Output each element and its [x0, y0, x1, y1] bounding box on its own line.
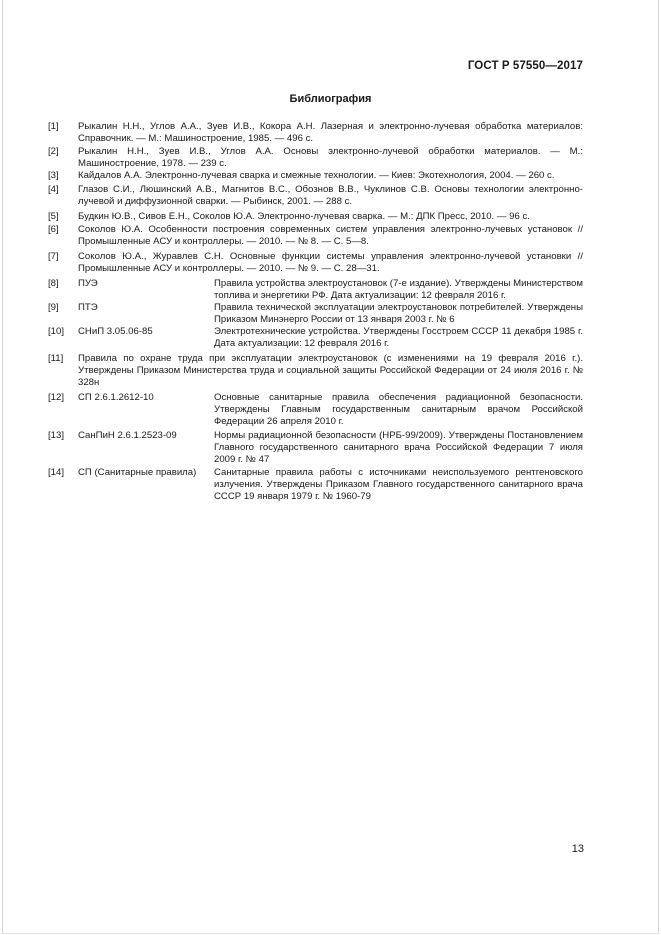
- reference-code: СП 2.6.1.2612-10: [78, 392, 154, 403]
- reference-code: ПУЭ: [78, 278, 98, 289]
- section-title: Библиография: [289, 93, 372, 105]
- reference-number: [5]: [48, 211, 59, 222]
- reference-item: [48, 121, 583, 145]
- reference-number: [9]: [48, 302, 59, 313]
- reference-text: Рыкалин Н.Н., Углов А.А., Зуев И.В., Кокора А.Н. Лазерная и электронно-лучевая обработка материалов: Справочник. — М.: Машиностроение, 1985. — 496 с.: [78, 121, 583, 145]
- reference-item: [48, 224, 583, 248]
- page-number: 13: [571, 843, 584, 855]
- reference-item: [48, 302, 583, 326]
- reference-item: [48, 326, 583, 350]
- reference-number: [6]: [48, 224, 59, 235]
- reference-text: Правила устройства электроустановок (7-е издание). Утверждены Министерством топлива и энергетики РФ. Дата актуализации: 12 февраля 2016 г.: [214, 278, 583, 302]
- reference-code: ПТЭ: [78, 302, 98, 313]
- reference-item: [48, 392, 583, 429]
- standard-code: ГОСТ Р 57550—2017: [467, 60, 583, 72]
- reference-number: [1]: [48, 121, 59, 132]
- reference-number: [2]: [48, 146, 59, 157]
- reference-text: Соколов Ю.А., Журавлев С.Н. Основные функции системы управления электронно-лучевой установки // Промышленные АСУ и контроллеры. — 2010. — № 9. — С. 28—31.: [78, 251, 583, 275]
- reference-code: СНиП 3.05.06-85: [78, 326, 153, 337]
- reference-code: СанПиН 2.6.1.2523-09: [78, 430, 177, 441]
- reference-text: Правила технической эксплуатации электроустановок потребителей. Утверждены Приказом Минэнерго России от 13 января 2003 г. № 6: [214, 302, 583, 326]
- reference-item: [48, 211, 583, 223]
- reference-text: Соколов Ю.А. Особенности построения современных систем управления электронно-лучевых установок // Промышленные АСУ и контроллеры. — 2010. — № 8. — С. 5—8.: [78, 224, 583, 248]
- reference-text: Кайдалов А.А. Электронно-лучевая сварка и смежные технологии. — Киев: Экотехнология, 2004. — 260 с.: [78, 170, 555, 181]
- reference-item: [48, 467, 583, 504]
- reference-text: Глазов С.И., Люшинский А.В., Магнитов В.С., Обознов В.В., Чуклинов С.В. Основы технологии электронно-лучевой и диффузионной сварки. — Рыбинск, 2001. — 288 с.: [78, 184, 583, 208]
- reference-code: СП (Санитарные правила): [78, 467, 197, 478]
- reference-number: [12]: [48, 392, 65, 403]
- reference-item: [48, 278, 583, 302]
- reference-text: Будкин Ю.В., Сивов Е.Н., Соколов Ю.А. Электронно-лучевая сварка. — М.: ДПК Пресс, 2010. — 96 с.: [78, 211, 530, 222]
- reference-number: [11]: [48, 353, 64, 364]
- reference-number: [8]: [48, 278, 59, 289]
- reference-text: Рыкалин Н.Н., Зуев И.В., Углов А.А. Основы электронно-лучевой обработки материалов. — М.: Машиностроение, 1978. — 239 с.: [78, 146, 583, 170]
- reference-text: Нормы радиационной безопасности (НРБ-99/2009). Утверждены Постановлением Главного государственного санитарного врача Российской Федерации 7 июля 2009 г. № 47: [214, 430, 583, 466]
- reference-number: [3]: [48, 170, 59, 181]
- reference-number: [4]: [48, 184, 59, 195]
- reference-text: Основные санитарные правила обеспечения радиационной безопасности. Утверждены Главным государственным санитарным врачом Российской Федерации 26 апреля 2010 г.: [214, 392, 583, 428]
- reference-text: Санитарные правила работы с источниками неиспользуемого рентгеновского излучения. Утверждены Приказом Главного государственного санитарного врача СССР 19 января 1979 г. № 1960-79: [214, 467, 583, 503]
- reference-item: [48, 146, 583, 170]
- reference-text: Электротехнические устройства. Утверждены Госстроем СССР 11 декабря 1985 г. Дата актуализации: 12 февраля 2016 г.: [214, 326, 583, 350]
- reference-item: [48, 184, 583, 208]
- reference-item: [48, 353, 583, 390]
- reference-number: [14]: [48, 467, 65, 478]
- reference-number: [13]: [48, 430, 65, 441]
- reference-item: [48, 251, 583, 275]
- reference-text: Правила по охране труда при эксплуатации электроустановок (с изменениями на 19 февраля 2016 г.). Утверждены Приказом Министерства труда и социальной защиты Российской Федерации от 24 июля 2016 г. № 328н: [78, 353, 583, 389]
- reference-number: [7]: [48, 251, 59, 262]
- reference-item: [48, 430, 583, 467]
- reference-item: [48, 170, 583, 182]
- reference-number: [10]: [48, 326, 65, 337]
